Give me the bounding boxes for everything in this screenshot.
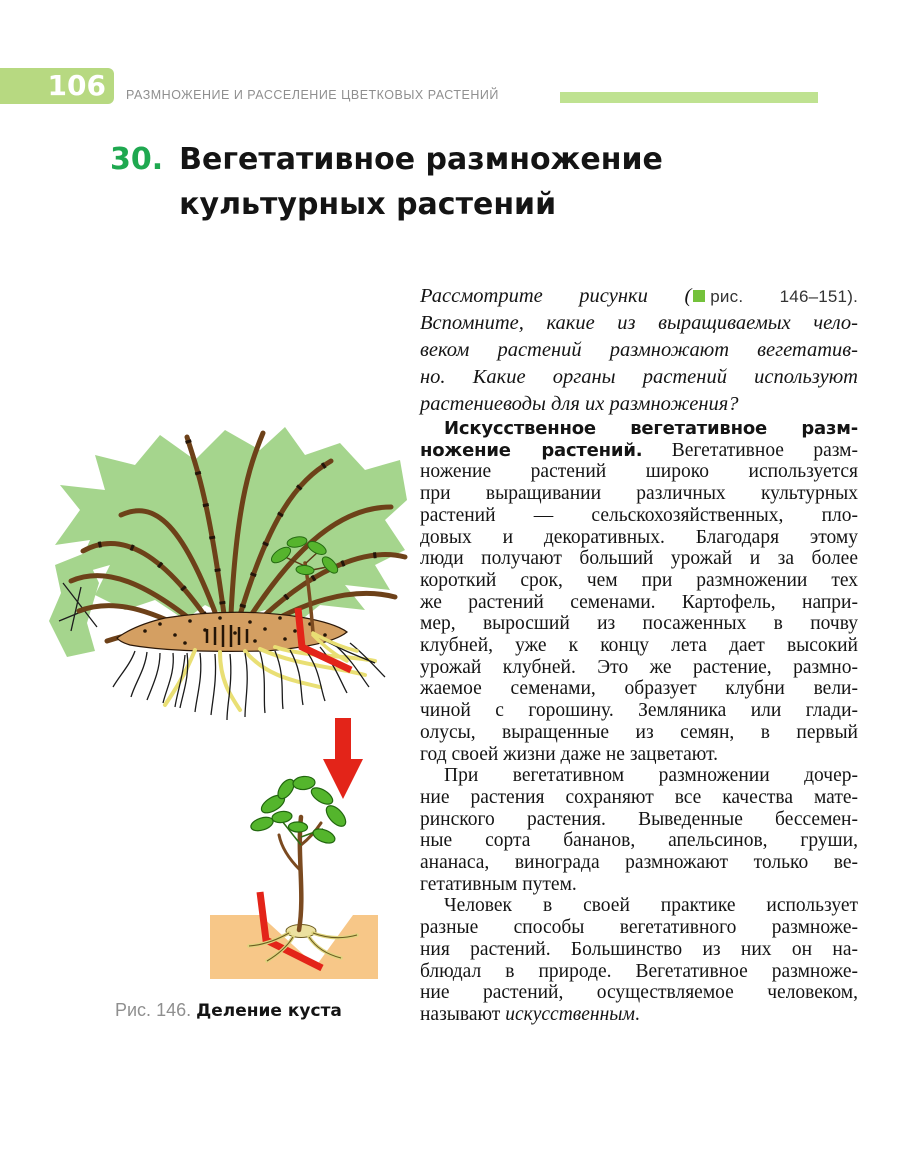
text-line (420, 1004, 858, 1026)
chapter-title-text (179, 137, 663, 227)
intro-question-block (420, 283, 858, 418)
text-line (420, 283, 858, 310)
figure-caption-label: Рис. 146. (115, 1000, 192, 1020)
text-line: урожай клубней. Это же растение, размно- (420, 656, 858, 678)
paragraph-3 (420, 895, 858, 1025)
chapter-title-line2: культурных растений (179, 187, 557, 222)
text-line: растениеводы для их размножения? (420, 393, 739, 415)
chapter-number: 30. (110, 142, 164, 177)
text-line (420, 440, 858, 462)
body-text: называют (420, 1003, 506, 1025)
text-line: год своей жизни даже не зацветают. (420, 743, 719, 765)
chapter-title (110, 137, 663, 227)
text-line: чиной с горошину. Земляника или глади- (420, 700, 858, 722)
body-text: . (634, 1003, 640, 1025)
down-arrow-icon (323, 718, 363, 799)
text-line: при выращивании различных культурных (420, 483, 858, 505)
paragraph-2 (420, 765, 858, 895)
running-head: РАЗМНОЖЕНИЕ И РАССЕЛЕНИЕ ЦВЕТКОВЫХ РАСТЕНИЙ (126, 88, 499, 102)
text-line: ные сорта бананов, апельсинов, груши, (420, 830, 858, 852)
body-text: Вегетативное разм- (642, 439, 858, 461)
text-line: ринского растения. Выведенные бессемен- (420, 808, 858, 830)
text-line: клубней, уже к концу лета дает высокий (420, 635, 858, 657)
bold-lead-in: ножение растений. (420, 439, 643, 461)
text-line: олусы, выращенные из семян, в первый (420, 721, 858, 743)
header-green-bar (560, 92, 818, 103)
soil-block (210, 915, 378, 979)
text-line: ананаса, винограда размножают только ве- (420, 852, 858, 874)
page-number: 106 (47, 69, 106, 102)
text-line: блюдал в природе. Вегетативное размноже- (420, 960, 858, 982)
text-line: мер, выросший из посаженных в почву (420, 613, 858, 635)
text-line: гетативным путем. (420, 873, 577, 895)
text-line (420, 418, 858, 440)
emphasized-term: искусственным (505, 1003, 635, 1025)
figure-ref-square-icon (693, 290, 705, 302)
intro-text: Рассмотрите рисунки ( (420, 285, 692, 307)
page-number-tab (0, 68, 114, 104)
text-line: люди получают больший урожай и за более (420, 548, 858, 570)
bold-lead-in: Искусственное вегетативное разм- (444, 418, 858, 439)
text-line: же растений семенами. Картофель, напри- (420, 591, 858, 613)
text-line: довых и декоративных. Благодаря этому (420, 526, 858, 548)
text-line: разные способы вегетативного размноже- (420, 917, 858, 939)
text-line: Вспомните, какие из выращиваемых чело- (420, 312, 858, 334)
text-line: короткий срок, чем при размножении тех (420, 569, 858, 591)
text-line: жаемое семенами, образует клубни вели- (420, 678, 858, 700)
figure-bush-division (35, 425, 425, 990)
figure-ref: рис. 146–151). (710, 287, 858, 306)
text-column (420, 283, 858, 1026)
text-line: При вегетативном размножении дочер- (444, 765, 858, 787)
text-line: растений — сельскохозяйственных, пло- (420, 504, 858, 526)
text-line: но. Какие органы растений используют (420, 366, 858, 388)
text-line: веком растений размножают вегетатив- (420, 339, 858, 361)
figure-caption (115, 1000, 342, 1021)
text-line: ножение растений широко используется (420, 461, 858, 483)
paragraph-1 (420, 418, 858, 765)
text-line: Человек в своей практике использует (444, 895, 858, 917)
figure-caption-title: Деление куста (196, 1001, 342, 1021)
text-line: ние растения сохраняют все качества мате- (420, 786, 858, 808)
text-line: ния растений. Большинство из них он на- (420, 938, 858, 960)
chapter-title-line1: Вегетативное размножение (179, 142, 663, 177)
text-line: ние растений, осуществляемое человеком, (420, 982, 858, 1004)
